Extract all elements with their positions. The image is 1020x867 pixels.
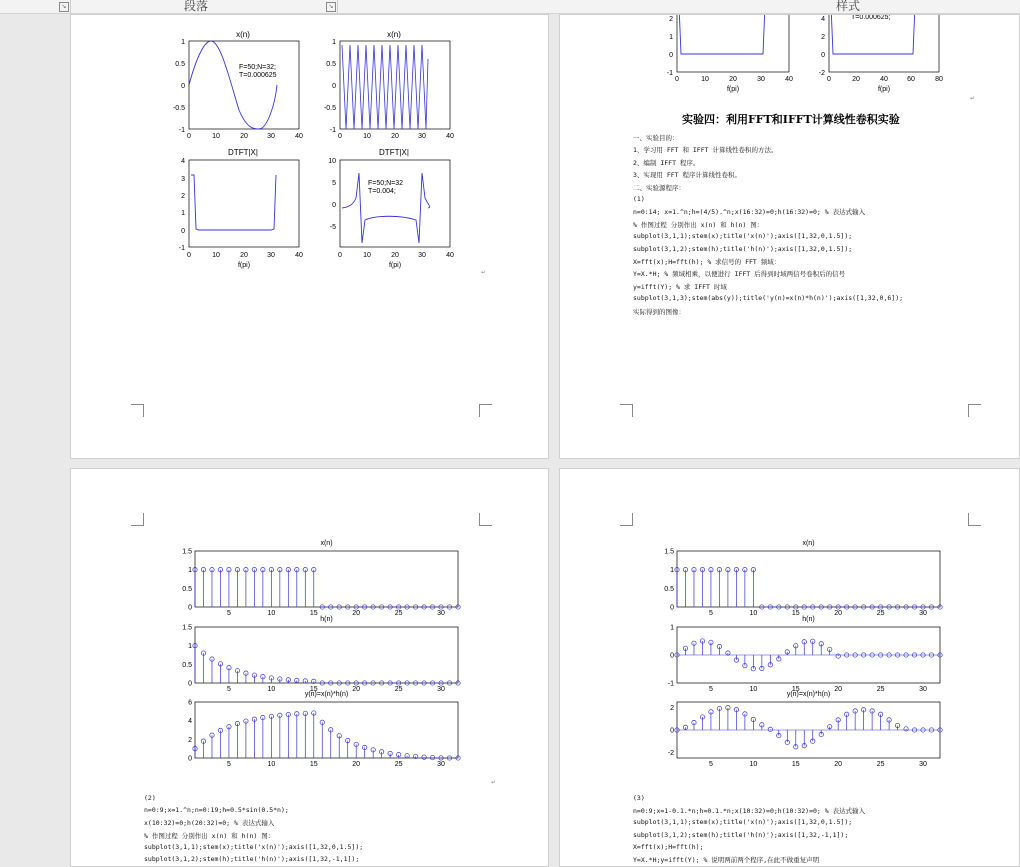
x-tick-labels <box>187 133 303 140</box>
svg-text:20: 20 <box>852 76 860 83</box>
svg-text:40: 40 <box>295 252 303 259</box>
text-line: 1、学习用 FFT 和 IFFT 计算线性卷积的方法。 <box>633 146 778 155</box>
svg-text:10: 10 <box>212 252 220 259</box>
text-line: Y=X.*H;y=ifft(Y); % 说明两前两个程序,在此不做重复声明 <box>633 856 820 864</box>
x-tick-label: 10 <box>749 610 758 617</box>
svg-text:4: 4 <box>181 158 185 165</box>
svg-text:40: 40 <box>880 76 888 83</box>
y-tick-label: 1 <box>670 624 674 632</box>
text-line: subplot(3,1,1);stem(x);title('x(n)');axis([1,32,0,1.5]); <box>144 842 364 851</box>
svg-text:3: 3 <box>181 176 185 183</box>
matlab-figure-sine <box>71 15 549 295</box>
x-tick-label: 20 <box>834 761 843 768</box>
text-line: (3) <box>633 794 645 802</box>
x-tick-label: 20 <box>834 610 843 617</box>
x-tick-labels <box>827 76 943 83</box>
y-tick-labels <box>667 16 673 77</box>
plot-annotation: T=0.000625 <box>239 72 277 79</box>
plot-annotation: T=0.004; <box>368 188 396 195</box>
svg-text:40: 40 <box>446 133 454 140</box>
fast-sine-curve <box>342 45 428 129</box>
y-tick-label: 0 <box>670 727 674 735</box>
y-tick-label: 0 <box>188 604 192 612</box>
x-tick-labels <box>338 133 454 140</box>
plot-title: x(n) <box>387 30 401 39</box>
text-line: X=fft(x);H=fft(h); <box>633 842 704 851</box>
svg-text:0: 0 <box>332 202 336 209</box>
svg-text:0: 0 <box>187 133 191 140</box>
plot-title: x(n) <box>236 30 250 39</box>
plot-title: x(n) <box>802 540 815 547</box>
x-axis-label: f(pi) <box>877 86 891 93</box>
sine-curve <box>189 41 277 129</box>
text-line: % 作图过程 分别作出 x(n) 和 h(n) 图： <box>144 831 275 840</box>
x-tick-label: 5 <box>226 761 231 768</box>
x-tick-label: 20 <box>352 686 361 693</box>
svg-text:30: 30 <box>418 133 426 140</box>
plot-title: y(n)=x(n)*h(n) <box>786 691 831 698</box>
svg-text:0: 0 <box>675 76 679 83</box>
x-tick-label: 30 <box>919 610 927 617</box>
svg-text:-0.5: -0.5 <box>172 105 185 112</box>
svg-text:40: 40 <box>295 133 303 140</box>
paragraph-dialog-launcher-icon[interactable]: ↘ <box>326 2 336 12</box>
text-line: 实际得到的图像： <box>633 307 685 316</box>
x-tick-label: 25 <box>394 610 403 617</box>
x-tick-label: 20 <box>834 686 843 693</box>
x-tick-label: 30 <box>919 761 927 768</box>
x-tick-label: 15 <box>309 610 318 617</box>
stem-figure-2 <box>560 469 1020 779</box>
text-line: subplot(3,1,1);stem(x);title('x(n)');axis([1,32,0,1.5]); <box>633 818 853 827</box>
text-line: subplot(3,1,3);stem(abs(y));title('y(n)=x(n)*h(n)');axis([1,32,0,6]); <box>633 294 904 303</box>
ribbon-separator <box>337 0 338 13</box>
plot-axes <box>677 551 940 607</box>
svg-text:10: 10 <box>328 158 336 165</box>
plot-axes <box>340 160 450 247</box>
paragraph-group-label: 段落 <box>184 0 209 13</box>
x-tick-label: 15 <box>309 761 318 768</box>
svg-text:0: 0 <box>821 52 825 59</box>
text-line: subplot(3,1,2);stem(h);title('h(n)');axis([1,32,-1,1]); <box>144 855 360 863</box>
x-tick-label: 15 <box>309 686 318 693</box>
y-tick-label: 2 <box>670 705 674 713</box>
y-tick-labels <box>179 158 185 252</box>
svg-text:0: 0 <box>338 133 342 140</box>
plot-axes <box>677 15 789 72</box>
plot-axes <box>189 160 299 247</box>
font-dialog-launcher-icon[interactable]: ↘ <box>59 2 69 12</box>
text-line: % 作图过程 分别作出 x(n) 和 h(n) 图： <box>633 220 764 229</box>
svg-text:-1: -1 <box>329 127 336 134</box>
crop-mark <box>968 404 981 417</box>
y-tick-label: 0.5 <box>182 661 192 669</box>
crop-mark <box>131 404 144 417</box>
x-tick-label: 15 <box>791 686 800 693</box>
svg-text:-1: -1 <box>666 70 673 77</box>
x-tick-label: 10 <box>267 761 276 768</box>
svg-text:0: 0 <box>338 252 342 259</box>
svg-text:40: 40 <box>785 76 793 83</box>
x-tick-label: 15 <box>791 761 800 768</box>
x-tick-label: 5 <box>226 686 231 693</box>
plot-annotation: T=0.000625; <box>851 15 891 21</box>
svg-text:1: 1 <box>181 39 185 46</box>
page-2 <box>559 14 1020 459</box>
svg-text:2: 2 <box>669 16 673 23</box>
svg-text:1: 1 <box>332 39 336 46</box>
svg-text:0.5: 0.5 <box>326 61 336 68</box>
spectrum-curve <box>679 15 765 54</box>
text-line: subplot(3,1,2);stem(h);title('h(n)');axis([1,32,-1,1]); <box>633 830 849 839</box>
y-tick-label: 0.5 <box>664 585 674 593</box>
y-tick-label: -2 <box>667 749 674 757</box>
plot-axes <box>195 627 458 683</box>
svg-text:80: 80 <box>935 76 943 83</box>
y-tick-label: 1 <box>188 643 192 651</box>
svg-text:4: 4 <box>821 16 825 23</box>
svg-text:-0.5: -0.5 <box>323 105 336 112</box>
plot-title: DTFT|X| <box>379 148 409 157</box>
plot-annotation: F=50;N=32; <box>239 64 276 71</box>
svg-text:0: 0 <box>332 83 336 90</box>
svg-text:-1: -1 <box>178 127 185 134</box>
svg-text:20: 20 <box>240 252 248 259</box>
paragraph-mark: ↵ <box>970 95 976 102</box>
text-line: 一、实验目的： <box>633 134 679 142</box>
text-line: x(10:32)=0;h(20:32)=0; % 表达式输入 <box>144 819 275 828</box>
svg-text:10: 10 <box>701 76 709 83</box>
svg-text:40: 40 <box>446 252 454 259</box>
text-line: Y=X.*H; % 频域相乘，以便进行 IFFT 后得到时域两信号卷积后的信号 <box>633 270 846 279</box>
text-line: subplot(3,1,1);stem(x);title('x(n)');axis([1,32,0,1.5]); <box>633 232 853 241</box>
y-tick-label: 1.5 <box>182 624 192 632</box>
svg-text:30: 30 <box>267 133 275 140</box>
y-tick-label: 0 <box>670 604 674 612</box>
plot-title: x(n) <box>320 540 333 547</box>
y-tick-label: 0 <box>188 755 192 763</box>
y-tick-label: 1.5 <box>182 548 192 556</box>
text-line: 3、实现用 FFT 程序计算线性卷积。 <box>633 171 741 180</box>
y-tick-label: 2 <box>188 736 192 744</box>
dtft-curve <box>191 175 276 230</box>
crop-mark <box>620 404 633 417</box>
x-tick-label: 10 <box>267 686 276 693</box>
svg-text:-5: -5 <box>329 224 336 231</box>
x-axis-label: f(pi) <box>388 262 402 269</box>
svg-text:10: 10 <box>212 133 220 140</box>
x-tick-label: 10 <box>267 610 276 617</box>
svg-text:20: 20 <box>391 133 399 140</box>
y-tick-labels <box>819 16 825 77</box>
svg-text:20: 20 <box>729 76 737 83</box>
plot-title: y(n)=x(n)*h(n) <box>304 691 349 698</box>
page-1 <box>70 14 549 459</box>
x-tick-label: 20 <box>352 610 361 617</box>
svg-text:10: 10 <box>363 252 371 259</box>
svg-text:0: 0 <box>187 252 191 259</box>
x-tick-labels <box>187 252 303 259</box>
x-tick-label: 30 <box>437 610 445 617</box>
svg-text:2: 2 <box>821 34 825 41</box>
x-axis-label: f(pi) <box>237 262 251 269</box>
svg-text:30: 30 <box>757 76 765 83</box>
x-tick-label: 5 <box>226 610 231 617</box>
y-tick-labels <box>324 39 336 134</box>
stem-marker <box>422 755 426 759</box>
ribbon-bar <box>0 0 1020 14</box>
paragraph-mark: ↵ <box>491 779 497 786</box>
x-tick-label: 10 <box>749 686 758 693</box>
x-tick-label: 25 <box>876 686 885 693</box>
plot-annotation: F=50;N=32 <box>368 180 404 187</box>
experiment-title: 实验四：利用FFT和IFFT计算线性卷积实验 <box>682 113 900 126</box>
y-tick-label: 4 <box>188 718 192 726</box>
x-tick-label: 5 <box>708 761 713 768</box>
y-tick-label: 1 <box>670 567 674 575</box>
style-group-label: 样式 <box>836 0 861 13</box>
text-line: (2) <box>144 794 156 802</box>
x-tick-label: 25 <box>394 686 403 693</box>
y-tick-labels <box>173 39 185 134</box>
text-line: X=fft(x);H=fft(h); % 求信号的 FFT 频域： <box>633 258 781 266</box>
svg-text:10: 10 <box>363 133 371 140</box>
y-tick-label: 0 <box>188 680 192 688</box>
svg-text:5: 5 <box>332 180 336 187</box>
y-tick-label: 1 <box>188 567 192 575</box>
svg-text:0: 0 <box>181 83 185 90</box>
y-tick-label: 1.5 <box>664 548 674 556</box>
x-tick-label: 30 <box>437 686 445 693</box>
plot-title: h(n) <box>802 616 815 623</box>
x-tick-label: 5 <box>708 686 713 693</box>
svg-text:0: 0 <box>181 228 185 235</box>
y-tick-label: 6 <box>188 699 192 707</box>
text-line: subplot(3,1,2);stem(h);title('h(n)');axis([1,32,0,1.5]); <box>633 244 853 253</box>
y-tick-label: 0 <box>670 652 674 660</box>
x-axis-label: f(pi) <box>726 86 740 93</box>
svg-text:20: 20 <box>240 133 248 140</box>
x-tick-label: 30 <box>919 686 927 693</box>
text-line: y=ifft(Y); % 求 IFFT 时域 <box>633 282 727 291</box>
plot-axes <box>829 15 939 72</box>
text-line: 二、实验源程序： <box>633 183 685 192</box>
y-tick-labels <box>328 158 336 231</box>
svg-text:2: 2 <box>181 193 185 200</box>
plot-axes <box>195 702 458 758</box>
svg-text:30: 30 <box>418 252 426 259</box>
svg-text:-2: -2 <box>818 70 825 77</box>
page-4 <box>559 468 1020 867</box>
svg-text:1: 1 <box>181 210 185 217</box>
stem-marker <box>430 755 434 759</box>
plot-title: DTFT|X| <box>228 148 258 157</box>
text-line: n=0:9;x=1.^n;n=0:19;h=0.5*sin(0.5*n); <box>144 806 289 815</box>
y-tick-label: 0.5 <box>182 585 192 593</box>
x-tick-label: 20 <box>352 761 361 768</box>
x-tick-label: 15 <box>791 610 800 617</box>
x-tick-label: 5 <box>708 610 713 617</box>
plot-title: h(n) <box>320 616 333 623</box>
svg-text:1: 1 <box>669 34 673 41</box>
text-line: n=0:9;x=1-0.1.*n;h=0.1.*n;x(10:32)=0;h(10:32)=0; % 表达式输入 <box>633 807 866 816</box>
plot-axes <box>189 41 299 129</box>
x-tick-label: 25 <box>394 761 403 768</box>
x-tick-label: 25 <box>876 761 885 768</box>
text-line: 2、编制 IFFT 程序。 <box>633 158 700 167</box>
svg-text:20: 20 <box>391 252 399 259</box>
text-line: (1) <box>633 195 645 203</box>
x-tick-label: 10 <box>749 761 758 768</box>
y-tick-label: -1 <box>667 680 674 688</box>
paragraph-mark: ↵ <box>481 269 487 276</box>
x-tick-labels <box>675 76 793 83</box>
matlab-figure-fft <box>560 15 1020 110</box>
svg-text:60: 60 <box>907 76 915 83</box>
crop-mark <box>479 404 492 417</box>
page-3 <box>70 468 549 867</box>
svg-text:0.5: 0.5 <box>175 61 185 68</box>
svg-text:-1: -1 <box>178 245 185 252</box>
ribbon-separator <box>70 0 71 13</box>
stem-figure-1 <box>71 469 549 779</box>
text-line: n=0:14; x=1.^n;h=(4/5).^n;x(16:32)=0;h(16:32)=0; % 表达式输入 <box>633 208 866 217</box>
svg-text:0: 0 <box>827 76 831 83</box>
x-tick-label: 25 <box>876 610 885 617</box>
x-tick-label: 30 <box>437 761 445 768</box>
svg-text:0: 0 <box>669 52 673 59</box>
x-tick-labels <box>338 252 454 259</box>
svg-text:30: 30 <box>267 252 275 259</box>
plot-axes <box>195 551 458 607</box>
